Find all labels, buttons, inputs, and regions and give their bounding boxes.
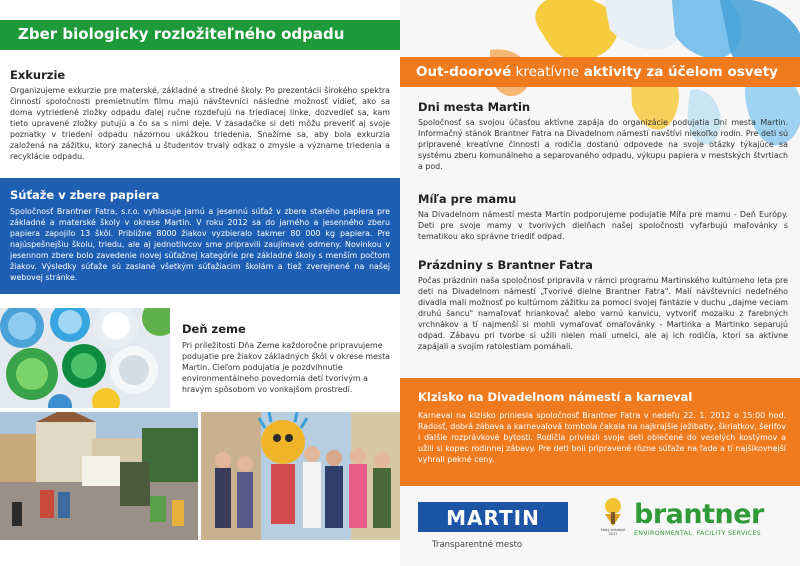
- brantner-logo-name: brantner: [634, 499, 764, 530]
- den-zeme-section: [182, 322, 394, 395]
- orange-header-bar: [400, 57, 800, 87]
- exkurzie-title: Exkurzie: [10, 68, 66, 82]
- right-header-title: [416, 64, 778, 80]
- award-seal-text: štatý triedavé 2012: [600, 528, 626, 536]
- bottle-caps-illustration: [0, 308, 170, 408]
- sutaze-section: [0, 178, 400, 294]
- klzisko-title: Klzisko na Divadelnom námestí a karneval: [418, 390, 693, 404]
- sutaze-text: Spoločnosť Brantner Fatra, s.r.o. vyhlasuje jarnú a jesennú súťaž v zbere starého papiera pre základné a materské školy v okrese Martin. V roku 2012 sa do jarného a jesenného zberu papiera zapojilo 13 škôl. Približne 8000 žiakov vyzbieralo takmer 80 000 kg papiera. Pre najúspešnejšiu školu, triedu, ale aj jednotlivcov sme pripravili zaujímavé odmeny. Novinkou v jesennom zbere bolo zavedenie novej súťažnej kategórie pre základné školy s menším počtom žiakov. Výsledky súťaže sú zaslané všetkým súťažiacim školám a tiež zverejnené na našej webovej stránke.: [10, 207, 390, 282]
- mila-pre-mamu-title: Míľa pre mamu: [418, 192, 517, 206]
- right-header-title-rest: aktivity za účelom osvety: [579, 64, 778, 80]
- mila-pre-mamu-section: [418, 192, 788, 242]
- brantner-logo-tagline: ENVIRONMENTAL. FACILITY SERVICES: [634, 530, 761, 537]
- den-zeme-text: Pri príležitosti Dňa Zeme každoročne pripravujeme podujatie pre žiakov základných škôl v okrese mesta Martin. Cieľom podujatia je pozdvihnutie environmentálneho povedomia detí tvorivým a hravým spôsobom vo vonkajšom prostredí.: [182, 341, 391, 394]
- brantner-logo: [634, 500, 794, 537]
- dni-mesta-section: [418, 100, 788, 172]
- den-zeme-title: Deň zeme: [182, 322, 246, 336]
- town-square-photo: [0, 412, 198, 540]
- prazdniny-section: [418, 258, 788, 352]
- children-group-illustration: [201, 412, 400, 540]
- green-header-bar: [0, 20, 400, 50]
- children-group-photo: [201, 412, 400, 540]
- right-page: [400, 0, 800, 566]
- town-square-illustration: [0, 412, 198, 540]
- right-header-title-bold: Out-doorové: [416, 64, 512, 80]
- klzisko-text: Karneval na klzisko priniesla spoločnosť Brantner Fatra v nedeľu 22. 1. 2012 o 15:00 hod. Radosť, dobrá zábava a karnevalová tombola čakala na najkrajšie ježibaby, škriatkov, šerifov i ďalšie rozprávkové bytosti. Rodičia priviezli svoje deti oblečené do veselých kostýmov a užili si kopec rodinnej zábavy. Pre deti boli pripravené rôzne súťaže na ľade a tí najšikovnejší vyhrali pekné ceny.: [418, 411, 786, 464]
- martin-logo-caption: Transparentné mesto: [432, 540, 523, 550]
- dni-mesta-title: Dni mesta Martin: [418, 100, 531, 114]
- dni-mesta-text: Spoločnosť sa svojou účasťou aktívne zapája do organizácie podujatia Dni mesta Martin. Informačný stánok Brantner Fatra na Divadelnom námestí navštívi niekoľko rodín. Pre deti sú pripravené kreatívne činnosti a rodičia dostanú odpovede na svoje otázky týkajúce sa systému zberu komunálneho a separovaného odpadu, výkupu papiera v mestských štvrtiach a pod.: [418, 118, 788, 171]
- sutaze-title: Súťaže v zbere papiera: [10, 188, 160, 202]
- bottle-caps-photo: [0, 308, 170, 408]
- prazdniny-title: Prázdniny s Brantner Fatra: [418, 258, 593, 272]
- exkurzie-section: [10, 68, 390, 162]
- exkurzie-text: Organizujeme exkurzie pre materské, základné a stredné školy. Po prezentácii širokého spektra činností spoločnosti premietnutím filmu majú návštevníci následne možnosť vidieť, ako sa doma vytriedené zložky odpadu ďalej ručne rozdeľujú na triediacej linke, dozvedieť sa, kam tieto upravené zložky putujú a čo sa s nimi deje. V zasadačke si deti môžu preveriť aj svoje poznatky v triedení odpadu názornou ukážkou triedenia. Snažíme sa, aby bola exkurzia založená na zážitku, ktorý zanechá u študentov trvalý odkaz o zmysle a význame triedenia a recyklácie odpadu.: [10, 86, 390, 161]
- left-header-title: Zber biologicky rozložiteľného odpadu: [18, 25, 345, 43]
- right-header-title-light: kreatívne: [511, 64, 580, 80]
- mila-pre-mamu-text: Na Divadelnom námestí mesta Martin podporujeme podujatie Míľa pre mamu - Deň Európy. Deti pre svoje mamy v tvorivých dielňach našej spoločnosti vyfarbujú maľovánky s tematikou ako správne triediť odpad.: [418, 210, 788, 241]
- martin-logo-word: MARTIN: [446, 506, 540, 530]
- prazdniny-text: Počas prázdnin naša spoločnosť pripravila v rámci programu Martinského kultúrneho leta pre deti na Divadelnom námestí „Tvorivé dielne Brantner Fatra". Malí návštevníci nedeľného divadla mali možnosť po kultúrnom zážitku za pomoci svojej fantázie v duchu „dajme veciam druhú šancu" namaľovať hriankovač alebo varnú kanvicu, vytvoriť mozaiku z farebných vrchnákov a tí najmenší si mohli vymaľovať omaľovánky - Martinka a Martinko separujú odpad. Zábavu pri tvorbe si užili nielen malí umelci, ale aj ich rodičia, ktorí sa aktívne zapájali a svojím ratolestiam pomáhali.: [418, 276, 788, 351]
- klzisko-section: [400, 378, 800, 486]
- martin-logo: [418, 502, 568, 532]
